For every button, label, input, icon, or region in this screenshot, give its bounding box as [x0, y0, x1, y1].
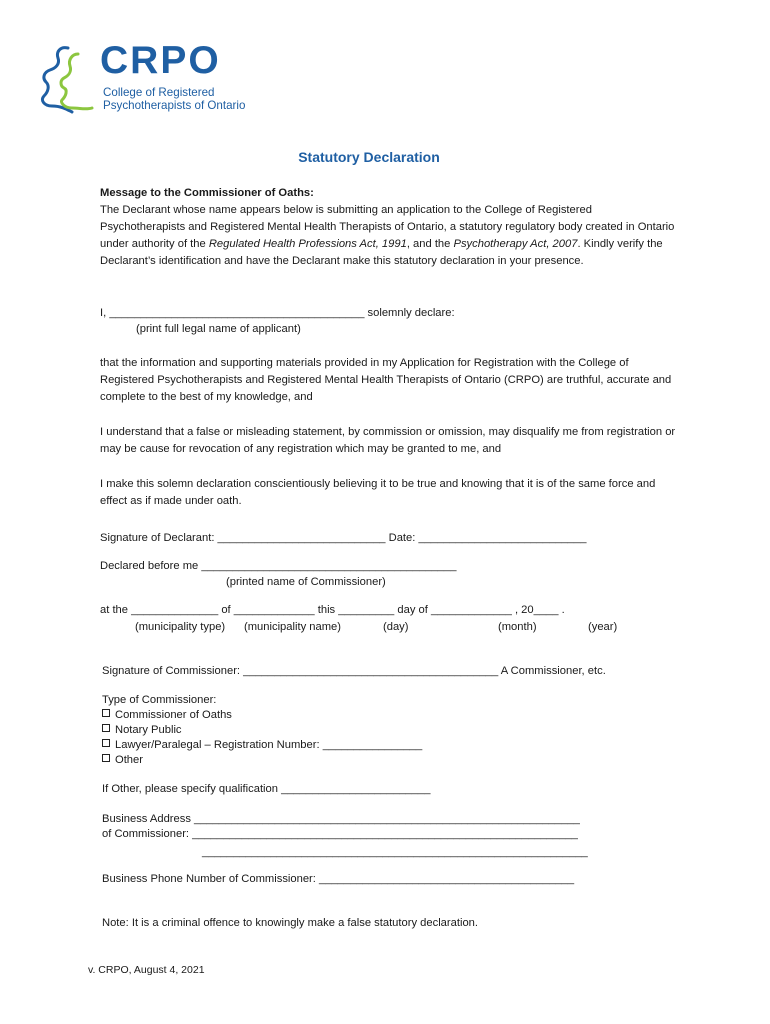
- business-address-field-line2[interactable]: of Commissioner: ______________________________________________________________: [102, 828, 578, 840]
- option-notary-public[interactable]: Notary Public: [102, 723, 182, 738]
- other-qualification-field[interactable]: If Other, please specify qualification ________________________: [102, 783, 431, 795]
- org-name-line2: Psychotherapists of Ontario: [103, 99, 246, 112]
- month-hint: (month): [498, 621, 537, 633]
- commissioner-type-heading: Type of Commissioner:: [102, 694, 217, 706]
- location-date-field[interactable]: at the ______________ of _____________ this _________ day of _____________ , 20____ .: [100, 604, 565, 616]
- declared-before-field[interactable]: Declared before me _________________________________________: [100, 560, 457, 572]
- solemn-statement: I make this solemn declaration conscientiously believing it to be true and knowing that it is of the same force and effect as if made under oath.: [100, 478, 656, 507]
- message-paragraph: The Declarant whose name appears below is submitting an application to the College of Registered Psychotherapists and Registered Mental Health Therapists of Ontario, a statutory regulatory body created in Ontario under authority of the Regulated Health Professions Act, 1991, and the Psychotherapy Act, 2007. Kindly verify the Declarant’s identification and have the Declarant make this statutory declaration in your presence.: [100, 204, 675, 267]
- crpo-logo-figure-icon: [38, 44, 100, 114]
- option-commissioner-of-oaths[interactable]: Commissioner of Oaths: [102, 708, 232, 723]
- checkbox-icon[interactable]: [102, 739, 110, 747]
- option-lawyer-paralegal[interactable]: Lawyer/Paralegal – Registration Number: ________________: [102, 738, 422, 753]
- truthful-statement: that the information and supporting materials provided in my Application for Registration with the College of Registered Psychotherapists and Registered Mental Health Therapists of Ontario (CRPO) are truthful, accurate and complete to the best of my knowledge, and: [100, 357, 672, 403]
- day-hint: (day): [383, 621, 409, 633]
- commissioner-name-hint: (printed name of Commissioner): [226, 576, 386, 588]
- checkbox-icon[interactable]: [102, 754, 110, 762]
- municipality-type-hint: (municipality type): [135, 621, 226, 633]
- option-other[interactable]: Other: [102, 753, 143, 768]
- applicant-name-hint: (print full legal name of applicant): [136, 323, 301, 335]
- business-address-field[interactable]: Business Address ______________________________________________________________: [102, 813, 580, 825]
- municipality-name-hint: (municipality name): [244, 621, 341, 633]
- page-title: Statutory Declaration: [298, 149, 440, 165]
- checkbox-icon[interactable]: [102, 724, 110, 732]
- commissioner-signature-field[interactable]: Signature of Commissioner: _________________________________________ A Commissioner, etc.: [102, 665, 606, 677]
- year-hint: (year): [588, 621, 618, 633]
- business-address-field-line3[interactable]: ______________________________________________________________: [202, 846, 588, 858]
- version-footer: v. CRPO, August 4, 2021: [88, 964, 205, 976]
- org-name-line1: College of Registered: [103, 86, 215, 99]
- checkbox-icon[interactable]: [102, 709, 110, 717]
- declarant-signature-date-field[interactable]: Signature of Declarant: ___________________________ Date: ___________________________: [100, 532, 587, 544]
- message-heading: Message to the Commissioner of Oaths:: [100, 187, 314, 199]
- business-phone-field[interactable]: Business Phone Number of Commissioner: _________________________________________: [102, 873, 575, 885]
- understanding-statement: I understand that a false or misleading statement, by commission or omission, may disqualify me from registration or may be cause for revocation of any registration which may be granted to me, and: [100, 426, 676, 455]
- applicant-name-field[interactable]: I, _________________________________________ solemnly declare:: [100, 307, 455, 319]
- logo-wordmark: CRPO: [100, 39, 221, 82]
- criminal-offence-note: Note: It is a criminal offence to knowingly make a false statutory declaration.: [102, 917, 478, 929]
